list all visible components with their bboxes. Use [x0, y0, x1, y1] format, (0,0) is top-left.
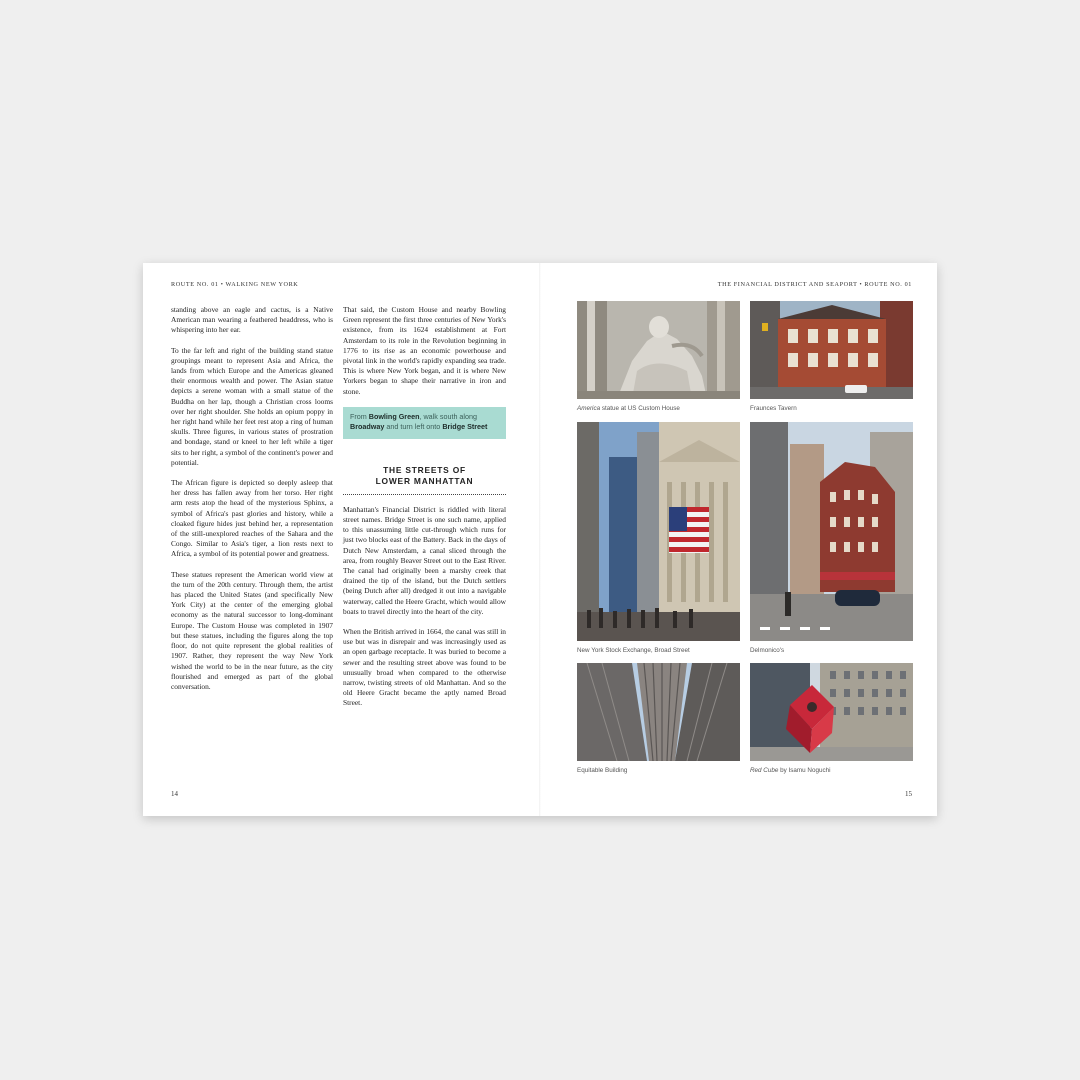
caption-delmonicos: Delmonico's	[750, 647, 785, 654]
right-running-head: THE FINANCIAL DISTRICT AND SEAPORT • ROUTE NO. 01	[717, 281, 912, 288]
right-page-number: 15	[905, 790, 912, 798]
paragraph: Manhattan's Financial District is riddled with literal street names. Bridge Street is one such name, applied to this unassuming little cut-through which runs for just two blocks east of the Battery. Back in the days of Dutch New Amsterdam, a canal sliced through the area, from roughly Beaver Street out to the East River. The canal had originally been a marshy creek that drained the tip of the island, but the Dutch settlers (being Dutch after all) dredged it out into a navigable waterway, called the Heere Gracht, which would allow boats to travel directly into the heart of the city.	[343, 504, 506, 616]
paragraph: The African figure is depicted so deeply asleep that her dress has fallen away from her torso. Her right arm rests atop the head of the mysterious Sphinx, a symbol of Africa's past glories and history, while a cloaked figure hides just behind her, a representation of the still-unexplored reaches of the Sahara and the Congo. Similar to Asia's tiger, a lion rests next to Africa, a symbol of its potential power and greatness.	[171, 478, 333, 559]
dotted-divider	[343, 494, 506, 495]
america-statue-photo	[577, 301, 740, 399]
caption-red-cube: Red Cube by Isamu Noguchi	[750, 767, 831, 774]
book-spread	[143, 263, 937, 816]
left-column-2	[343, 305, 506, 719]
paragraph: That said, the Custom House and nearby Bowling Green represent the first three centuries of New York's existence, from its 1624 establishment at Fort Amsterdam to its role in the Revolution beginning in 1776 to its rise as an economic powerhouse and pivotal link in the world's rapidly expanding sea trade. This is where New York began, and it is where New Yorkers began to shape their narrative in iron and stone.	[343, 305, 506, 396]
caption-nyse: New York Stock Exchange, Broad Street	[577, 647, 690, 654]
red-cube-photo	[750, 663, 913, 761]
gutter-shadow	[539, 263, 541, 816]
paragraph: These statues represent the American world view at the turn of the 20th century. Through them, the artist has placed the United States (and specifically New York City) at the center of the emerging global economy as the natural successor to long-dominant Europe. The Custom House was completed in 1907 but these statues, including the figures along the top floor, do not quite represent the global realities of 1907. Rather, they represent the way New York wished the world to be in the near future, as the city flourished and emerged as part of the global conversation.	[171, 569, 333, 691]
section-title: THE STREETS OF LOWER MANHATTAN	[375, 464, 474, 487]
fraunces-tavern-photo	[750, 301, 913, 399]
nyse-photo	[577, 422, 740, 641]
equitable-building-photo	[577, 663, 740, 761]
delmonicos-photo	[750, 422, 913, 641]
caption-fraunces: Fraunces Tavern	[750, 405, 797, 412]
left-running-head: ROUTE NO. 01 • WALKING NEW YORK	[171, 281, 299, 288]
caption-equitable: Equitable Building	[577, 767, 628, 774]
left-page-number: 14	[171, 790, 178, 798]
left-column-1	[171, 305, 333, 702]
caption-america: America statue at US Custom House	[577, 405, 680, 412]
paragraph: standing above an eagle and cactus, is a Native American man wearing a feathered headdress, who is whispering into her ear.	[171, 305, 333, 335]
paragraph: To the far left and right of the building stand statue groupings meant to represent Asia and Africa, the lands from which Europe and the Americas gleaned their enormous wealth and power. The Asian statue depicts a serene woman with a small statue of the Buddha on her lap, though a Christian cross looms over her right shoulder. She holds an opium poppy in her right hand while her feet rest atop a ring of human skulls. Three figures, in various states of prostration and bondage, stand or kneel to her left while a tiger sits to her right, a symbol of the continent's power and potential.	[171, 345, 333, 467]
route-directions-box: From Bowling Green, walk south along Broadway and turn left onto Bridge Street	[343, 407, 506, 439]
paragraph: When the British arrived in 1664, the canal was still in use but was in disrepair and was increasingly used as an open garbage receptacle. It was buried to become a sewer and the resulting street above was found to be unusually broad when compared to the otherwise narrow, twisting streets of old Manhattan. And so the old Heere Gracht became the aptly named Broad Street.	[343, 627, 506, 708]
